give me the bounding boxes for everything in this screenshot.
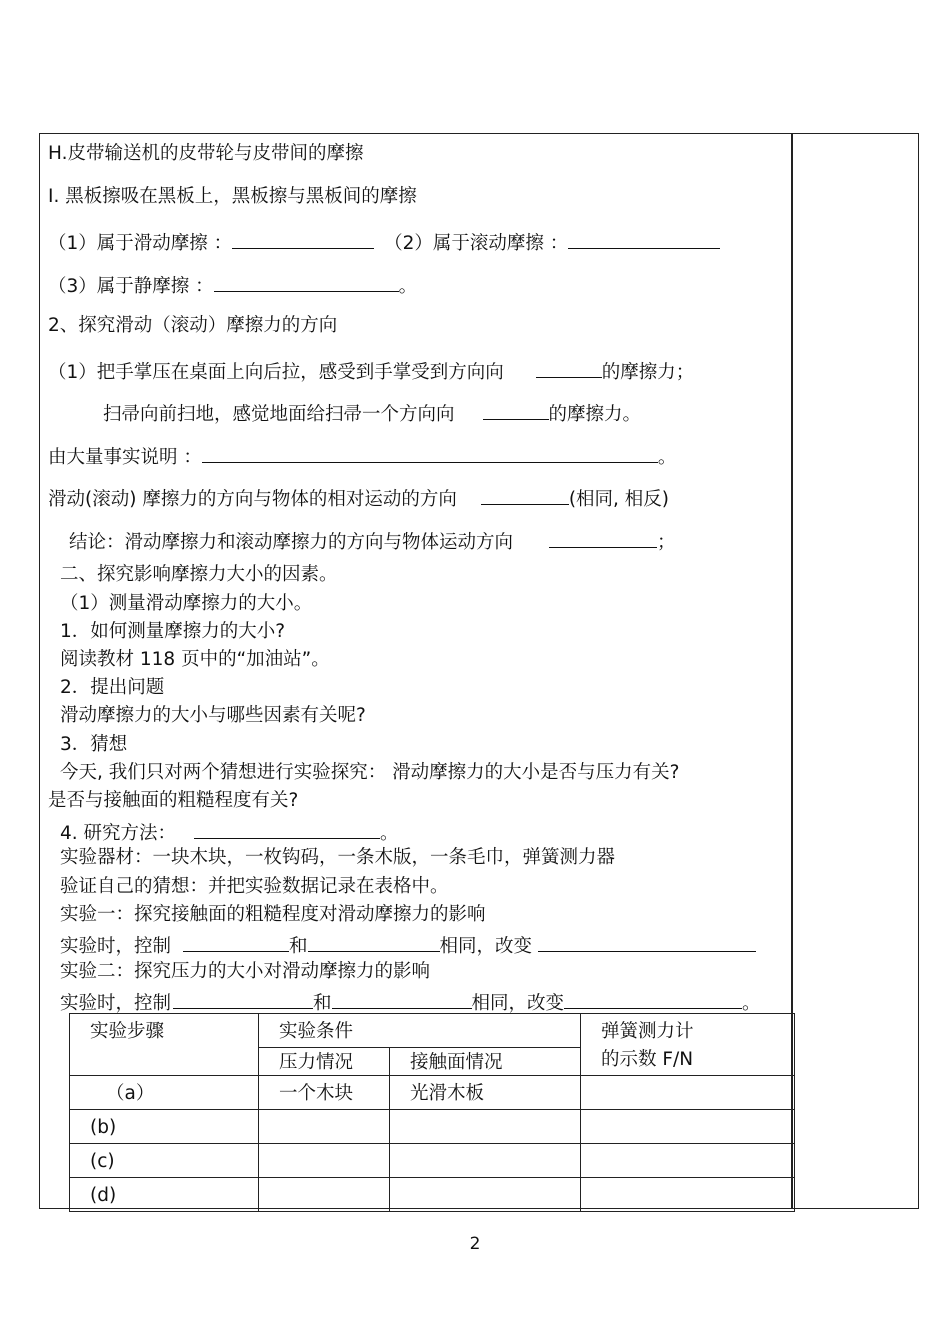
table-row [70, 1178, 795, 1212]
ctrl2-and: 和 [313, 993, 332, 1014]
n4-end: 。 [380, 823, 399, 844]
blank-control-1a[interactable] [183, 931, 289, 952]
concl-end: ； [657, 532, 676, 553]
blank-broom-direction[interactable] [483, 399, 549, 420]
equipment: 实验器材：一块木块，一枚钩码，一条木版，一条毛巾，弹簧测力器 [60, 847, 616, 868]
table-row [70, 1076, 795, 1110]
q-sliding-rolling [48, 228, 720, 256]
question: 滑动摩擦力的大小与哪些因素有关呢? [60, 705, 366, 726]
row-pressure[interactable] [259, 1178, 390, 1212]
hypothesis-line-1: 今天, 我们只对两个猜想进行实验探究： 滑动摩擦力的大小是否与压力有关? [60, 762, 680, 783]
dir-end: (相同, 相反) [568, 489, 670, 510]
q-static [48, 271, 417, 299]
row-pressure[interactable] [259, 1110, 390, 1144]
fact-end: 。 [657, 447, 677, 468]
header-reading: 弹簧测力计 的示数 F/N [581, 1014, 795, 1076]
blank-static[interactable] [214, 271, 399, 292]
blank-change-2[interactable] [564, 988, 742, 1009]
ctrl2-label: 实验时，控制 [60, 993, 172, 1014]
blank-rolling[interactable] [568, 228, 720, 249]
concl-label: 结论：滑动摩擦力和滚动摩擦力的方向与物体运动方向 [69, 532, 514, 553]
p1-end: 的摩擦力； [601, 362, 695, 383]
row-reading[interactable] [581, 1076, 795, 1110]
blank-control-1b[interactable] [308, 931, 440, 952]
item-i: I. 黑板擦吸在黑板上，黑板擦与黑板间的摩擦 [48, 186, 417, 207]
step-1: 1．如何测量摩擦力的大小? [60, 621, 286, 642]
n4-label: 4. 研究方法： [60, 823, 177, 844]
measure-heading: （1）测量滑动摩擦力的大小。 [60, 593, 313, 614]
header-surface: 接触面情况 [390, 1048, 581, 1076]
dir-label: 滑动(滚动) 摩擦力的方向与物体的相对运动的方向 [48, 489, 457, 510]
experiment-1-control [60, 931, 756, 959]
experiment-2-control [60, 988, 761, 1016]
p1-label: （1）把手掌压在桌面上向后拉，感受到手掌受到方向向 [48, 362, 504, 383]
p2-end: 的摩擦力。 [548, 404, 642, 425]
ctrl-and: 和 [289, 936, 308, 957]
research-method [60, 818, 399, 846]
conclusion [69, 527, 676, 555]
row-reading[interactable] [581, 1144, 795, 1178]
row-step: (d) [70, 1178, 259, 1212]
row-surface[interactable] [390, 1178, 581, 1212]
ctrl2-same: 相同，改变 [471, 993, 565, 1014]
row-pressure[interactable] [259, 1144, 390, 1178]
fact-label: 由大量事实说明 ： [48, 447, 202, 468]
q1a-label: （1）属于滑动摩擦 ： [48, 233, 233, 254]
blank-control-2b[interactable] [332, 988, 472, 1009]
row-reading[interactable] [581, 1178, 795, 1212]
q3-end: 。 [398, 276, 418, 297]
row-step: (c) [70, 1144, 259, 1178]
palm-question [48, 357, 694, 385]
section-2-heading: 2、探究滑动（滚动）摩擦力的方向 [48, 315, 338, 336]
row-step: (b) [70, 1110, 259, 1144]
row-pressure[interactable]: 一个木块 [259, 1076, 390, 1110]
header-steps: 实验步骤 [70, 1014, 259, 1076]
experiment-2: 实验二：探究压力的大小对滑动摩擦力的影响 [60, 961, 431, 982]
broom-question [103, 399, 641, 427]
experiment-table [69, 1013, 795, 1212]
q1b-label: （2）属于滚动摩擦 ： [384, 233, 569, 254]
step-3: 3．猜想 [60, 734, 128, 755]
q3-label: （3）属于静摩擦 ： [48, 276, 214, 297]
hypothesis-line-2: 是否与接触面的粗糙程度有关? [48, 790, 299, 811]
ctrl-same: 相同，改变 [439, 936, 533, 957]
fact-statement [48, 442, 676, 470]
blank-palm-direction[interactable] [536, 357, 602, 378]
ctrl-label: 实验时，控制 [60, 936, 172, 957]
header-conditions: 实验条件 [259, 1014, 581, 1048]
experiment-1: 实验一：探究接触面的粗糙程度对滑动摩擦力的影响 [60, 904, 486, 925]
blank-control-2a[interactable] [173, 988, 313, 1009]
row-surface[interactable] [390, 1110, 581, 1144]
blank-direction[interactable] [481, 484, 569, 505]
table-row [70, 1144, 795, 1178]
blank-sliding[interactable] [232, 228, 374, 249]
section-two-heading: 二、探究影响摩擦力大小的因素。 [60, 564, 338, 585]
row-reading[interactable] [581, 1110, 795, 1144]
read-textbook: 阅读教材 118 页中的“加油站”。 [60, 649, 330, 670]
blank-method[interactable] [194, 818, 380, 839]
row-surface[interactable] [390, 1144, 581, 1178]
item-h: H.皮带输送机的皮带轮与皮带间的摩擦 [48, 143, 364, 164]
p2-label: 扫帚向前扫地，感觉地面给扫帚一个方向向 [103, 404, 455, 425]
ctrl2-end: 。 [742, 993, 761, 1014]
blank-change-1[interactable] [538, 931, 756, 952]
page-number: 2 [469, 1234, 481, 1254]
blank-conclusion[interactable] [549, 527, 657, 548]
row-step: （a） [70, 1076, 259, 1110]
step-2: 2．提出问题 [60, 677, 165, 698]
verify-instruction: 验证自己的猜想：并把实验数据记录在表格中。 [60, 876, 449, 897]
row-surface[interactable]: 光滑木板 [390, 1076, 581, 1110]
table-row [70, 1110, 795, 1144]
blank-fact[interactable] [202, 442, 658, 463]
direction-question [48, 484, 669, 512]
header-pressure: 压力情况 [259, 1048, 390, 1076]
